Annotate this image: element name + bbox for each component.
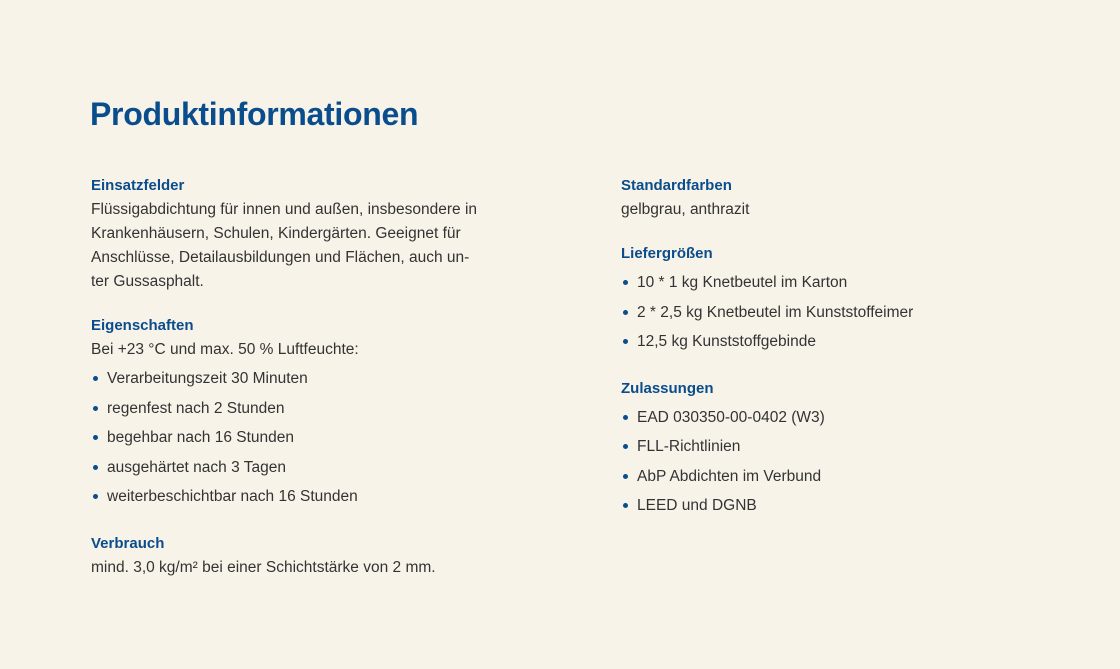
section-verbrauch — [91, 532, 521, 580]
bullet-icon — [623, 310, 628, 315]
section-standardfarben — [621, 174, 1041, 222]
bullet-icon — [623, 415, 628, 420]
einsatzfelder-heading: Einsatzfelder — [91, 177, 185, 194]
bullet-icon — [93, 406, 98, 411]
list-item: ausgehärtet nach 3 Tagen — [91, 453, 521, 483]
einsatzfelder-line: ter Gussasphalt. — [91, 273, 204, 290]
left-column — [91, 174, 521, 600]
list-item: LEED und DGNB — [621, 491, 1041, 521]
list-item: FLL-Richtlinien — [621, 432, 1041, 462]
liefergroessen-list — [621, 268, 1041, 357]
list-item: Verarbeitungszeit 30 Minuten — [91, 364, 521, 394]
bullet-icon — [623, 280, 628, 285]
einsatzfelder-line: Krankenhäusern, Schulen, Kindergärten. Geeignet für — [91, 225, 461, 242]
zulassungen-list — [621, 403, 1041, 521]
einsatzfelder-line: Anschlüsse, Detailausbildungen und Flächen, auch un- — [91, 249, 470, 266]
einsatzfelder-line: Flüssigabdichtung für innen und außen, insbesondere in — [91, 201, 478, 218]
list-item: EAD 030350-00-0402 (W3) — [621, 403, 1041, 433]
bullet-icon — [93, 494, 98, 499]
bullet-icon — [93, 435, 98, 440]
verbrauch-text: mind. 3,0 kg/m² bei einer Schichtstärke von 2 mm. — [91, 558, 436, 576]
verbrauch-heading: Verbrauch — [91, 534, 165, 552]
bullet-icon — [623, 444, 628, 449]
list-item: 10 * 1 kg Knetbeutel im Karton — [621, 268, 1041, 298]
section-einsatzfelder — [91, 174, 521, 294]
list-item: begehbar nach 16 Stunden — [91, 423, 521, 453]
right-column — [621, 174, 1041, 541]
bullet-icon — [93, 465, 98, 470]
list-item: AbP Abdichten im Verbund — [621, 462, 1041, 492]
bullet-icon — [93, 376, 98, 381]
eigenschaften-heading: Eigenschaften — [91, 317, 194, 334]
standardfarben-heading: Standardfarben — [621, 177, 732, 194]
standardfarben-text: gelbgrau, anthrazit — [621, 201, 750, 218]
section-zulassungen — [621, 377, 1041, 521]
page-title: Produktinformationen — [90, 96, 419, 132]
section-eigenschaften — [91, 314, 521, 512]
list-item: weiterbeschichtbar nach 16 Stunden — [91, 482, 521, 512]
eigenschaften-list — [91, 364, 521, 512]
bullet-icon — [623, 339, 628, 344]
einsatzfelder-text — [91, 198, 521, 294]
bullet-icon — [623, 474, 628, 479]
section-liefergroessen — [621, 242, 1041, 357]
list-item: 2 * 2,5 kg Knetbeutel im Kunststoffeimer — [621, 298, 1041, 328]
list-item: regenfest nach 2 Stunden — [91, 394, 521, 424]
bullet-icon — [623, 503, 628, 508]
list-item: 12,5 kg Kunststoffgebinde — [621, 327, 1041, 357]
liefergroessen-heading: Liefergrößen — [621, 245, 713, 262]
eigenschaften-intro: Bei +23 °C und max. 50 % Luftfeuchte: — [91, 341, 359, 358]
zulassungen-heading: Zulassungen — [621, 379, 714, 397]
